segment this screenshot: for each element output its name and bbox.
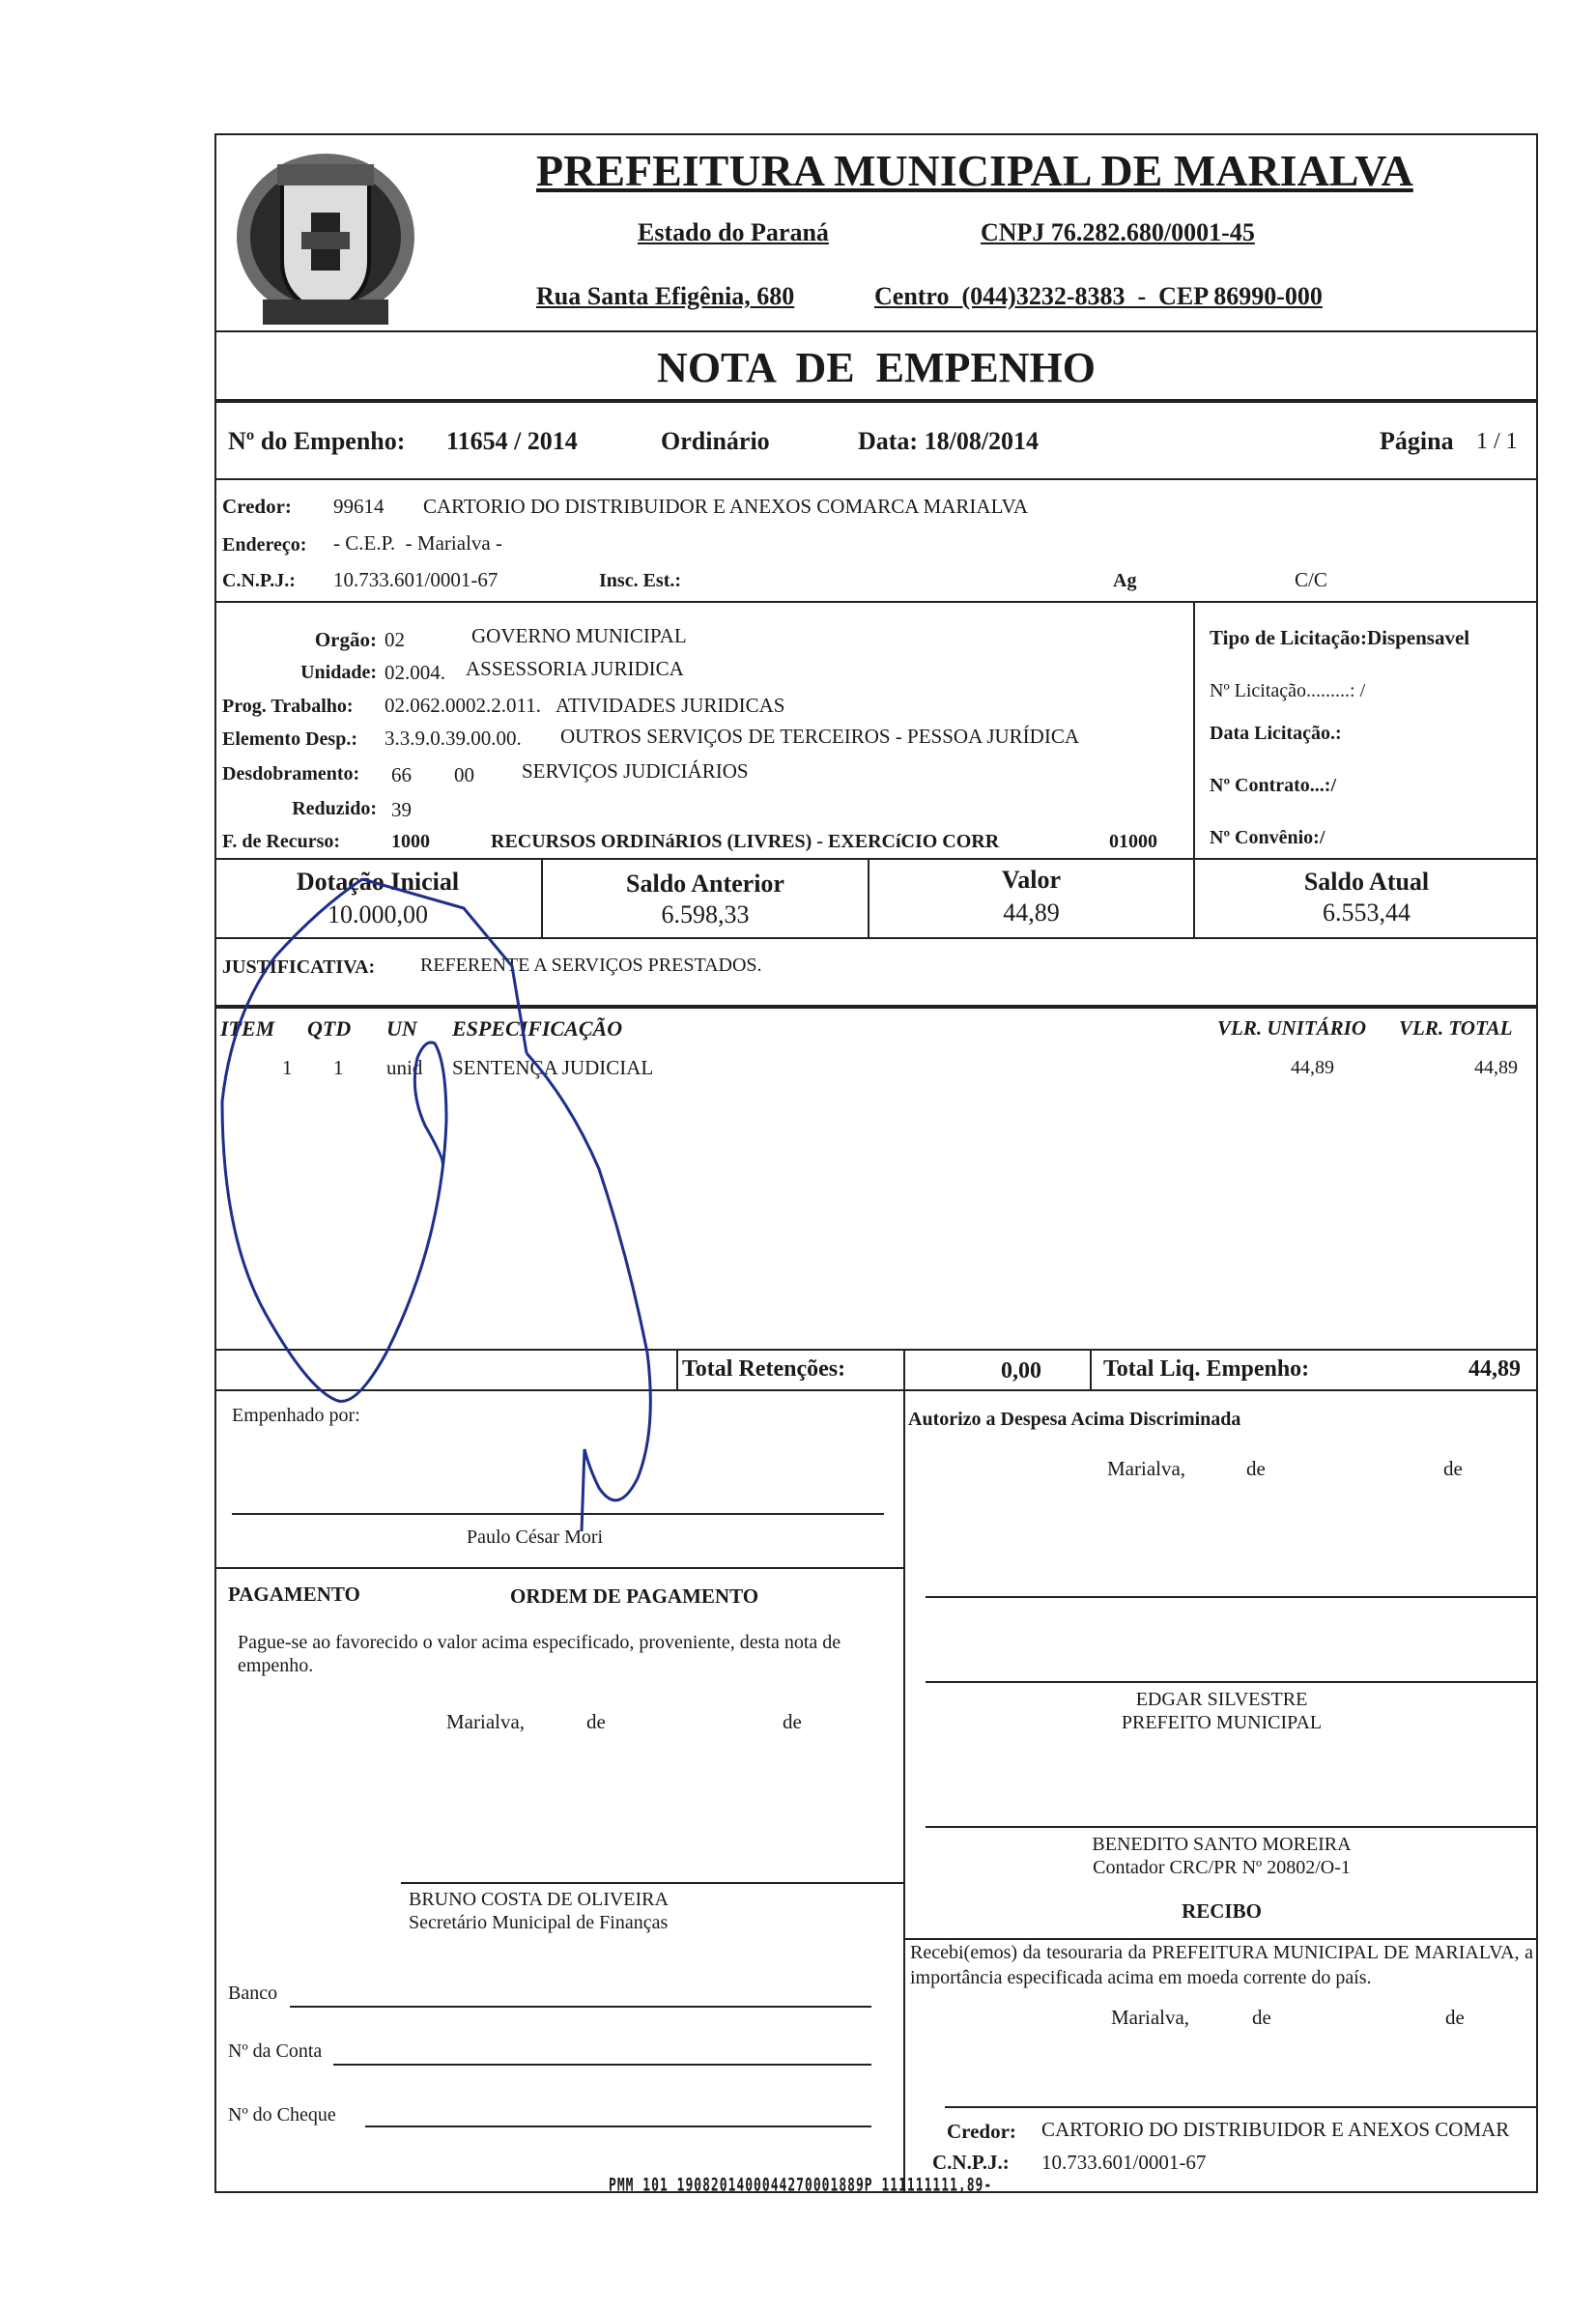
- desdobramento-sub: 00: [454, 763, 474, 786]
- licitacao-data: Data Licitação.:: [1210, 723, 1342, 744]
- pagamento-label: PAGAMENTO: [228, 1583, 360, 1606]
- recibo-de-2: de: [1445, 2006, 1465, 2029]
- header-address: Rua Santa Efigênia, 680: [536, 282, 795, 310]
- licitacao-contrato: Nº Contrato...:/: [1210, 775, 1337, 796]
- valor-label: Valor: [1001, 866, 1062, 894]
- orgao-name: GOVERNO MUNICIPAL: [471, 624, 687, 647]
- signature-line: [945, 2106, 1536, 2108]
- unidade-label: Unidade:: [300, 662, 377, 683]
- licitacao-tipo: [1210, 626, 1469, 650]
- conta-line: [333, 2064, 871, 2066]
- vertical-divider: [1193, 601, 1195, 858]
- cnpj-label: C.N.P.J.:: [222, 570, 296, 591]
- col-un: UN: [386, 1016, 417, 1041]
- document-title: NOTA DE EMPENHO: [657, 344, 1096, 391]
- empenho-type: Ordinário: [661, 427, 770, 455]
- prefeito-name: EDGAR SILVESTRE: [1135, 1689, 1308, 1710]
- col-vlr-unitario: VLR. UNITÁRIO: [1217, 1016, 1367, 1040]
- cheque-line: [365, 2126, 871, 2127]
- pagamento-de-1: de: [586, 1710, 606, 1733]
- banco-line: [290, 2006, 871, 2008]
- state-label: Estado do Paraná: [638, 218, 829, 246]
- credor-code: 99614: [333, 495, 385, 518]
- pagamento-text: Pague-se ao favorecido o valor acima especificado, proveniente, desta nota de empenho.: [238, 1632, 841, 1676]
- saldo-anterior-value: 6.598,33: [661, 900, 750, 928]
- barcode-text: PMM 101 1908201400044270001889P 111111111,89-: [609, 2176, 993, 2196]
- saldo-atual-label: Saldo Atual: [1303, 868, 1430, 896]
- divider: [214, 330, 1538, 332]
- col-vlr-total: VLR. TOTAL: [1399, 1016, 1513, 1040]
- contador-title: Contador CRC/PR Nº 20802/O-1: [1093, 1857, 1351, 1878]
- recurso-label: F. de Recurso:: [222, 831, 341, 852]
- header-cnpj: CNPJ 76.282.680/0001-45: [981, 218, 1255, 246]
- desdobramento-code: 66: [391, 763, 412, 786]
- prog-code: 02.062.0002.2.011.: [385, 694, 541, 717]
- signature-line: [926, 1596, 1536, 1598]
- total-retencoes-label: Total Retenções:: [682, 1356, 846, 1382]
- col-item: ITEM: [220, 1016, 275, 1041]
- address-label: Endereço:: [222, 534, 307, 556]
- row-qtd: 1: [333, 1056, 344, 1079]
- recibo-title: RECIBO: [1182, 1899, 1262, 1923]
- insc-label: Insc. Est.:: [599, 570, 682, 591]
- recibo-cnpj: 10.733.601/0001-67: [1041, 2151, 1207, 2174]
- vertical-divider: [903, 1389, 905, 2193]
- reduzido-value: 39: [391, 798, 412, 821]
- secretario-name: BRUNO COSTA DE OLIVEIRA: [409, 1889, 669, 1910]
- total-liq-label: Total Liq. Empenho:: [1103, 1356, 1310, 1382]
- contador-name: BENEDITO SANTO MOREIRA: [1092, 1834, 1352, 1855]
- coat-of-arms-logo: [224, 145, 427, 338]
- divider: [214, 1567, 903, 1569]
- reduzido-label: Reduzido:: [292, 798, 377, 819]
- empenho-number: 11654 / 2014: [446, 427, 578, 455]
- recibo-city: Marialva,: [1111, 2006, 1190, 2029]
- desdobramento-name: SERVIÇOS JUDICIÁRIOS: [522, 759, 749, 783]
- credor-name: CARTORIO DO DISTRIBUIDOR E ANEXOS COMARCA MARIALVA: [423, 495, 1029, 518]
- elemento-code: 3.3.9.0.39.00.00.: [385, 727, 522, 750]
- vertical-divider: [903, 1349, 905, 1389]
- autorizo-city: Marialva,: [1107, 1457, 1186, 1480]
- row-item: 1: [282, 1056, 293, 1079]
- page-number: 1 / 1: [1476, 429, 1518, 454]
- row-unit-value: 44,89: [1291, 1057, 1334, 1078]
- autorizo-label: Autorizo a Despesa Acima Discriminada: [908, 1409, 1241, 1430]
- divider: [214, 478, 1538, 480]
- valor-value: 44,89: [1003, 899, 1060, 927]
- row-un: unid: [386, 1056, 423, 1079]
- prefeito-title: PREFEITO MUNICIPAL: [1121, 1712, 1323, 1733]
- pagamento-de-2: de: [783, 1710, 802, 1733]
- total-retencoes-value: 0,00: [1001, 1358, 1041, 1384]
- unidade-code: 02.004.: [385, 661, 445, 684]
- orgao-label: Orgão:: [314, 628, 377, 651]
- pen-scribble: [193, 850, 734, 1546]
- recurso-name: RECURSOS ORDINáRIOS (LIVRES) - EXERCíCIO CORR: [491, 831, 1000, 852]
- licitacao-convenio: Nº Convênio:/: [1210, 827, 1325, 848]
- signature-line: [401, 1882, 903, 1884]
- recurso-code: 1000: [391, 831, 430, 852]
- credor-label: Credor:: [222, 495, 292, 518]
- recibo-text: Recebi(emos) da tesouraria da PREFEITURA MUNICIPAL DE MARIALVA, a importância especificada acima em moeda corrente do país.: [910, 1942, 1533, 1988]
- recibo-credor: CARTORIO DO DISTRIBUIDOR E ANEXOS COMAR: [1041, 2118, 1510, 2141]
- page-label: Página: [1380, 427, 1454, 455]
- signature-line: [926, 1681, 1536, 1683]
- saldo-anterior-label: Saldo Anterior: [626, 870, 784, 898]
- empenho-date: Data: 18/08/2014: [858, 427, 1040, 455]
- empenho-number-label: Nº do Empenho:: [228, 427, 406, 455]
- justificativa-label: JUSTIFICATIVA:: [222, 956, 376, 978]
- ag-label: Ag: [1113, 570, 1137, 591]
- divider: [214, 399, 1538, 403]
- empenhado-name: Paulo César Mori: [467, 1526, 604, 1548]
- pagamento-city: Marialva,: [446, 1710, 526, 1733]
- prog-label: Prog. Trabalho:: [222, 696, 354, 717]
- prog-name: ATIVIDADES JURIDICAS: [556, 694, 785, 717]
- licitacao-numero: Nº Licitação.........: /: [1210, 680, 1366, 701]
- recurso-number: 01000: [1109, 831, 1157, 852]
- elemento-label: Elemento Desp.:: [222, 728, 357, 750]
- empenhado-label: Empenhado por:: [232, 1405, 360, 1426]
- recibo-credor-label: Credor:: [947, 2120, 1016, 2143]
- elemento-name: OUTROS SERVIÇOS DE TERCEIROS - PESSOA JURÍDICA: [560, 725, 1080, 748]
- vertical-divider: [1090, 1349, 1092, 1389]
- desdobramento-label: Desdobramento:: [222, 763, 360, 785]
- recibo-de-1: de: [1252, 2006, 1271, 2029]
- ordem-pagamento-label: ORDEM DE PAGAMENTO: [510, 1584, 759, 1608]
- signature-line: [926, 1826, 1536, 1828]
- total-liq-value: 44,89: [1468, 1356, 1521, 1382]
- justificativa-text: REFERENTE A SERVIÇOS PRESTADOS.: [420, 955, 762, 976]
- header-address-2: Centro (044)3232-8383 - CEP 86990-000: [874, 282, 1323, 310]
- saldo-atual-value: 6.553,44: [1323, 899, 1411, 927]
- dotacao-label: Dotação Inicial: [296, 868, 460, 896]
- row-total-value: 44,89: [1474, 1057, 1518, 1078]
- recibo-cnpj-label: C.N.P.J.:: [932, 2151, 1010, 2174]
- col-qtd: QTD: [307, 1016, 352, 1041]
- banco-label: Banco: [228, 1983, 278, 2004]
- licitacao-tipo-text: Tipo de Licitação:Dispensavel: [1210, 626, 1470, 649]
- credor-cnpj: 10.733.601/0001-67: [333, 568, 499, 591]
- divider: [214, 601, 1538, 603]
- dotacao-value: 10.000,00: [328, 900, 428, 928]
- credor-address: - C.E.P. - Marialva -: [333, 531, 502, 555]
- autorizo-de-1: de: [1246, 1457, 1266, 1480]
- row-spec: SENTENÇA JUDICIAL: [452, 1056, 654, 1079]
- cheque-label: Nº do Cheque: [228, 2104, 336, 2126]
- unidade-name: ASSESSORIA JURIDICA: [466, 657, 684, 680]
- autorizo-de-2: de: [1443, 1457, 1463, 1480]
- orgao-code: 02: [385, 628, 405, 651]
- cc-label: C/C: [1295, 568, 1327, 591]
- conta-label: Nº da Conta: [228, 2040, 323, 2062]
- col-especificacao: ESPECIFICAÇÃO: [452, 1016, 623, 1041]
- page-title: PREFEITURA MUNICIPAL DE MARIALVA: [536, 146, 1413, 195]
- secretario-title: Secretário Municipal de Finanças: [409, 1912, 669, 1933]
